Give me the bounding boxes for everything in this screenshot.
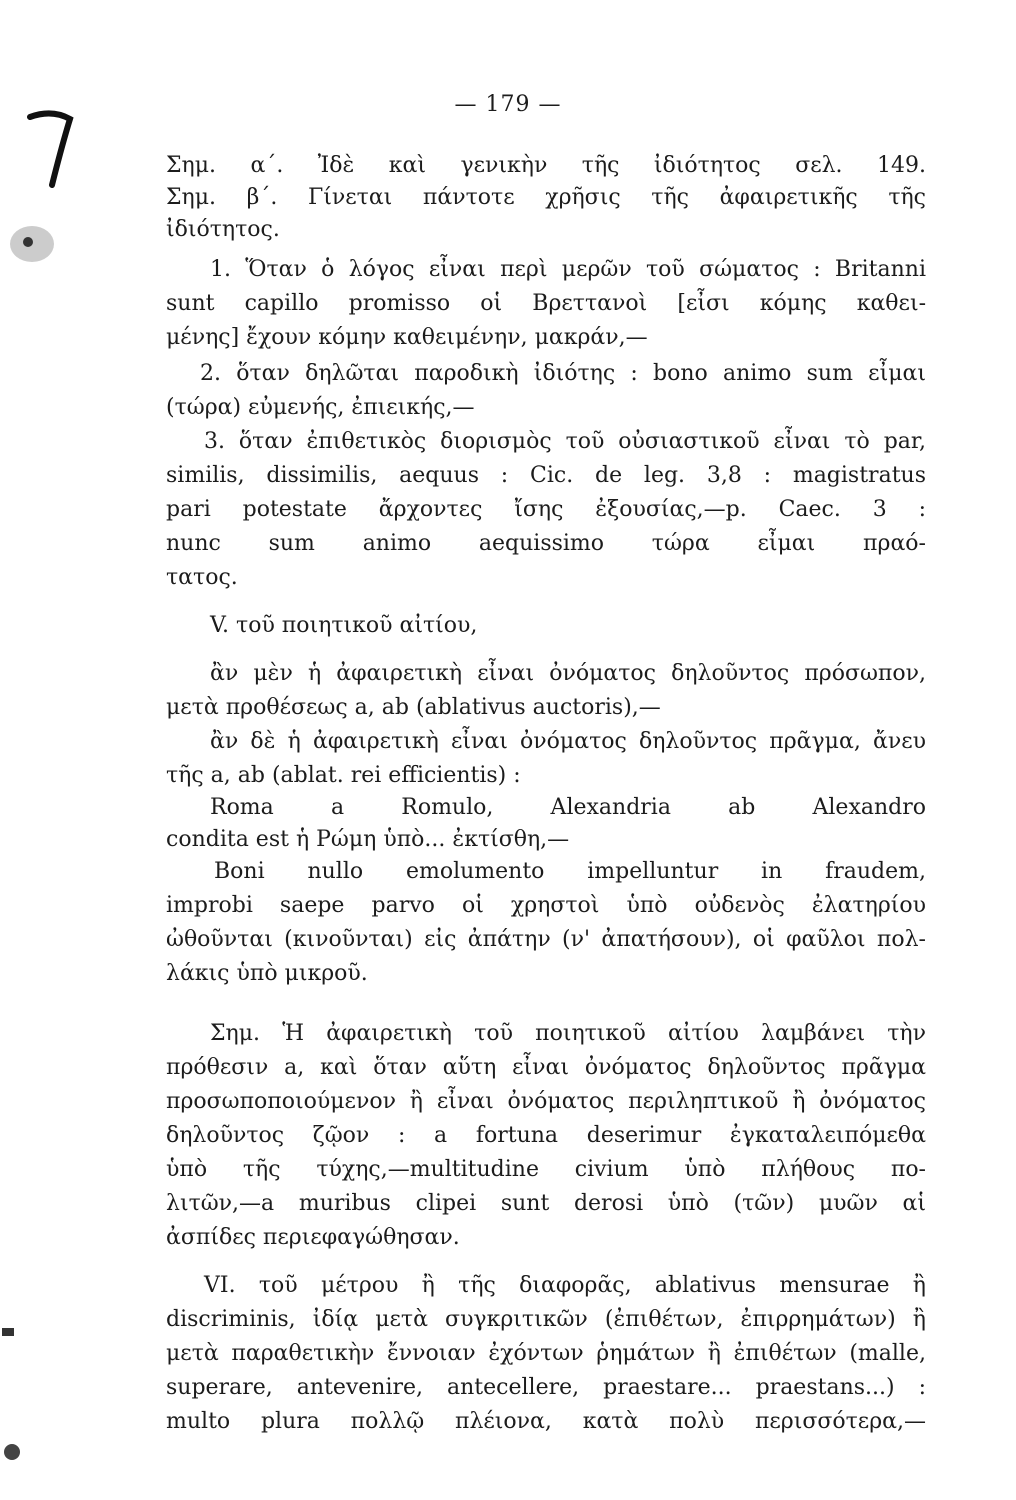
- text-line-10: similis, dissimilis, aequus : Cic. de leg. 3,8 : magistratus: [166, 463, 926, 488]
- text-line-13: τατος.: [166, 565, 238, 590]
- section-vi-line-2: discriminis, ἰδίᾳ μετὰ συγκριτικῶν (ἐπιθέτων, ἐπιρρημάτων) ἢ: [166, 1307, 926, 1332]
- section-v-heading: V. τοῦ ποιητικοῦ αἰτίου,: [210, 613, 478, 638]
- note-line-1: Σημ. Ἡ ἀφαιρετικὴ τοῦ ποιητικοῦ αἰτίου λαμβάνει τὴν: [210, 1021, 926, 1046]
- text-line-12: nunc sum animo aequissimo τώρα εἶμαι πραό-: [166, 531, 926, 556]
- section-vi-line-1: VI. τοῦ μέτρου ἢ τῆς διαφορᾶς, ablativus mensurae ἢ: [204, 1273, 926, 1298]
- margin-pencil-mark-icon: [22, 105, 82, 195]
- note-line-6: λιτῶν,—a muribus clipei sunt derosi ὑπὸ (τῶν) μυῶν αἱ: [166, 1191, 926, 1216]
- text-line-21: Boni nullo emolumento impelluntur in fraudem,: [214, 859, 926, 884]
- text-line-15: ἂν μὲν ἡ ἀφαιρετικὴ εἶναι ὀνόματος δηλοῦντος πρόσωπον,: [210, 661, 926, 686]
- text-line-4: 1. Ὅταν ὁ λόγος εἶναι περὶ μερῶν τοῦ σώματος : Britanni: [210, 257, 926, 282]
- text-line-8: (τώρα) εὐμενής, ἐπιεικής,—: [166, 395, 475, 420]
- section-vi-line-4: superare, antevenire, antecellere, praestare... praestans...) :: [166, 1375, 926, 1400]
- text-line-24: λάκις ὑπὸ μικροῦ.: [166, 961, 368, 986]
- text-line-2: Σημ. β΄. Γίνεται πάντοτε χρῆσις τῆς ἀφαιρετικῆς τῆς: [166, 185, 926, 210]
- text-line-20: condita est ἡ Ρώμη ὑπὸ... ἐκτίσθη,—: [166, 827, 570, 852]
- margin-ink-blot-icon: [0, 222, 60, 272]
- text-line-22: improbi saepe parvo οἱ χρηστοὶ ὑπὸ οὐδενὸς ἐλατηρίου: [166, 893, 926, 918]
- page-number: — 179 —: [454, 92, 562, 117]
- text-line-23: ὠθοῦνται (κινοῦνται) εἰς ἀπάτην (ν' ἀπατήσουν), οἱ φαῦλοι πολ-: [166, 927, 926, 952]
- text-line-5: sunt capillo promisso οἱ Βρεττανοὶ [εἶσι κόμης καθει-: [166, 291, 926, 316]
- text-line-6: μένης] ἔχουν κόμην καθειμένην, μακράν,—: [166, 325, 648, 350]
- text-line-11: pari potestate ἄρχοντες ἴσης ἐξουσίας,—p. Caec. 3 :: [166, 497, 926, 522]
- note-line-3: προσωποποιούμενον ἢ εἶναι ὀνόματος περιληπτικοῦ ἢ ὀνόματος: [166, 1089, 926, 1114]
- margin-dot-icon-2: [0, 1440, 24, 1464]
- section-vi-line-5: multo plura πολλῷ πλέιονα, κατὰ πολὺ περισσότερα,—: [166, 1409, 926, 1434]
- text-line-18: τῆς a, ab (ablat. rei efficientis) :: [166, 763, 521, 788]
- margin-dot-icon: [0, 1322, 20, 1342]
- note-line-2: πρόθεσιν a, καὶ ὅταν αὕτη εἶναι ὀνόματος δηλοῦντος πρᾶγμα: [166, 1055, 926, 1080]
- section-vi-line-3: μετὰ παραθετικὴν ἔννοιαν ἐχόντων ῥημάτων ἢ ἐπιθέτων (malle,: [166, 1341, 926, 1366]
- note-line-7: ἀσπίδες περιεφαγώθησαν.: [166, 1225, 460, 1250]
- text-line-16: μετὰ προθέσεως a, ab (ablativus auctoris),—: [166, 695, 661, 720]
- note-line-5: ὑπὸ τῆς τύχης,—multitudine civium ὑπὸ πλήθους πο-: [166, 1157, 926, 1182]
- text-line-17: ἂν δὲ ἡ ἀφαιρετικὴ εἶναι ὀνόματος δηλοῦντος πρᾶγμα, ἄνευ: [210, 729, 926, 754]
- text-line-7: 2. ὅταν δηλῶται παροδικὴ ἰδιότης : bono animo sum εἶμαι: [200, 361, 926, 386]
- text-line-3: ἰδιότητος.: [166, 217, 280, 242]
- note-line-4: δηλοῦντος ζῷον : a fortuna deserimur ἐγκαταλειπόμεθα: [166, 1123, 926, 1148]
- text-line-9: 3. ὅταν ἐπιθετικὸς διορισμὸς τοῦ οὐσιαστικοῦ εἶναι τὸ par,: [204, 429, 926, 454]
- text-line-1: Σημ. α΄. Ἰδὲ καὶ γενικὴν τῆς ἰδιότητος σελ. 149.: [166, 153, 926, 178]
- text-line-19: Roma a Romulo, Alexandria ab Alexandro: [210, 795, 926, 820]
